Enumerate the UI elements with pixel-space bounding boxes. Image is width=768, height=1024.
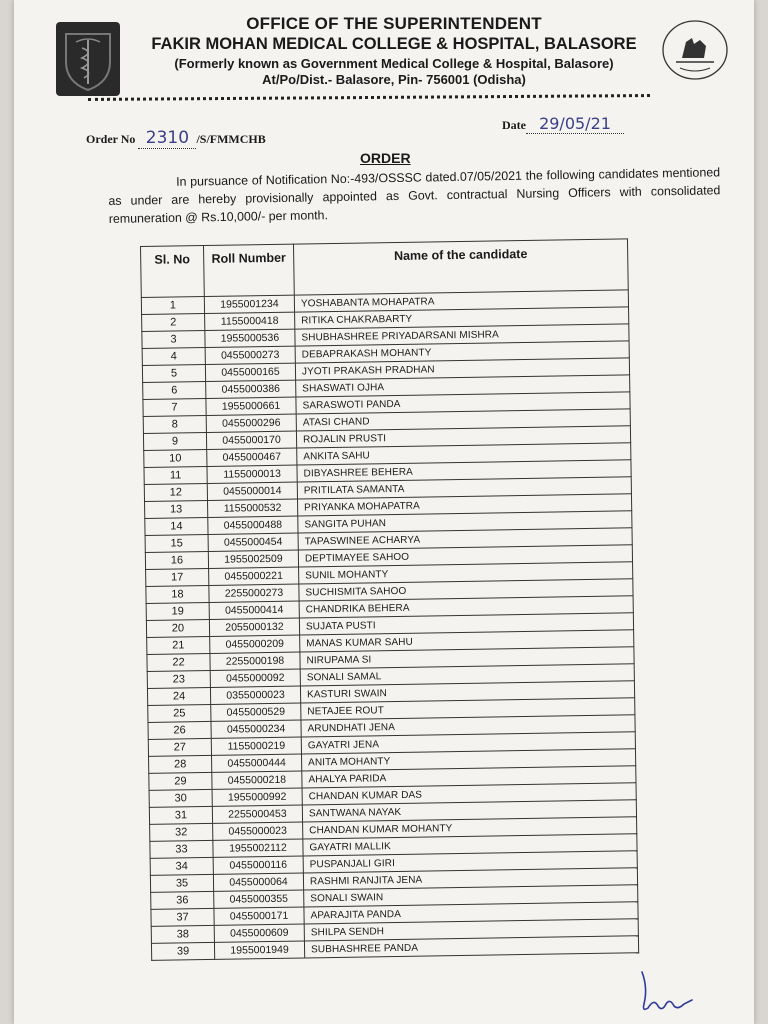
roll-number-cell: 2255000453 [212,805,302,823]
serial-number-cell: 3 [142,330,205,348]
candidate-name-cell: ATASI CHAND [296,409,630,431]
candidate-name-cell: SUNIL MOHANTY [299,562,633,584]
candidate-name-cell: ARUNDHATI JENA [301,715,635,737]
candidate-name-cell: PUSPANJALI GIRI [303,851,637,873]
candidate-name-cell: MANAS KUMAR SAHU [300,630,634,652]
candidate-name-cell: CHANDRIKA BEHERA [299,596,633,618]
office-title: OFFICE OF THE SUPERINTENDENT [246,14,542,33]
roll-number-cell: 0455000467 [207,448,297,466]
order-no-suffix: /S/FMMCHB [196,132,266,146]
candidate-name-cell: ROJALIN PRUSTI [296,426,630,448]
candidate-name-cell: PRIYANKA MOHAPATRA [297,494,631,516]
serial-number-cell: 2 [142,313,205,331]
serial-number-cell: 28 [149,755,212,773]
serial-number-cell: 20 [146,619,209,637]
roll-number-cell: 0455000218 [212,771,302,789]
candidate-name-cell: APARAJITA PANDA [304,902,638,924]
roll-number-cell: 1955001234 [204,295,294,313]
order-no-value: 2310 [138,128,196,149]
roll-number-cell: 0455000273 [205,346,295,364]
roll-number-cell: 0355000023 [210,686,300,704]
roll-number-cell: 1955000992 [212,788,302,806]
candidate-name-cell: JYOTI PRAKASH PRADHAN [295,358,629,380]
serial-number-cell: 19 [146,602,209,620]
serial-number-cell: 26 [148,721,211,739]
table-header-row [141,239,629,298]
odisha-state-emblem-icon [660,18,730,82]
candidate-name-cell: SUCHISMITA SAHOO [299,579,633,601]
candidate-name-cell: SHILPA SENDH [304,919,638,941]
roll-number-cell: 0455000444 [212,754,302,772]
serial-number-cell: 21 [147,636,210,654]
candidate-name-cell: ANKITA SAHU [297,443,631,465]
serial-number-cell: 11 [144,466,207,484]
roll-number-cell: 1955000661 [206,397,296,415]
candidate-name-cell: YOSHABANTA MOHAPATRA [294,290,628,312]
roll-number-cell: 0455000529 [211,703,301,721]
candidate-name-cell: SONALI SWAIN [304,885,638,907]
serial-number-cell: 27 [148,738,211,756]
candidate-name-cell: NIRUPAMA SI [300,647,634,669]
roll-number-cell: 1155000418 [205,312,295,330]
serial-number-cell: 35 [150,874,213,892]
roll-number-cell: 1155000532 [208,499,298,517]
date-label: Date [502,118,526,132]
order-no-label: Order No [86,132,136,146]
order-number [86,128,266,149]
roll-number-cell: 0455000355 [214,890,304,908]
candidate-name-cell: GAYATRI MALLIK [303,834,637,856]
candidate-name-cell: SANTWANA NAYAK [302,800,636,822]
candidate-name-cell: GAYATRI JENA [301,732,635,754]
serial-number-cell: 12 [144,483,207,501]
serial-number-cell: 5 [142,364,205,382]
candidate-name-cell: CHANDAN KUMAR MOHANTY [303,817,637,839]
serial-number-cell: 29 [149,772,212,790]
candidate-name-cell: RITIKA CHAKRABARTY [295,307,629,329]
roll-number-cell: 1955002509 [208,550,298,568]
document-page [14,0,754,1024]
roll-number-cell: 1155000013 [207,465,297,483]
candidate-name-cell: SARASWOTI PANDA [296,392,630,414]
candidate-name-cell: AHALYA PARIDA [302,766,636,788]
address: At/Po/Dist.- Balasore, Pin- 756001 (Odisha) [262,72,526,87]
serial-number-cell: 16 [145,551,208,569]
roll-number-cell: 0455000221 [209,567,299,585]
serial-number-cell: 31 [149,806,212,824]
candidate-name-cell: SHUBHASHREE PRIYADARSANI MISHRA [295,324,629,346]
serial-number-cell: 30 [149,789,212,807]
serial-number-cell: 8 [143,415,206,433]
serial-number-cell: 32 [150,823,213,841]
order-body [108,163,721,228]
candidate-name-cell: SONALI SAMAL [300,664,634,686]
roll-number-cell: 0455000171 [214,907,304,925]
roll-number-cell: 0455000386 [206,380,296,398]
roll-number-cell: 0455000170 [206,431,296,449]
roll-number-cell: 0455000014 [207,482,297,500]
serial-number-cell: 4 [142,347,205,365]
candidate-name-cell: ANITA MOHANTY [301,749,635,771]
serial-number-cell: 23 [147,670,210,688]
serial-number-cell: 10 [144,449,207,467]
serial-number-cell: 39 [151,942,214,960]
serial-number-cell: 25 [148,704,211,722]
candidate-name-cell: DIBYASHREE BEHERA [297,460,631,482]
letterhead [134,14,654,87]
date-value: 29/05/21 [526,114,624,134]
header-sl-no: Sl. No [141,246,205,298]
roll-number-cell: 2255000273 [209,584,299,602]
roll-number-cell: 0455000165 [205,363,295,381]
serial-number-cell: 34 [150,857,213,875]
roll-number-cell: 0455000064 [213,873,303,891]
candidate-name-cell: SHASWATI OJHA [296,375,630,397]
candidates-table [140,238,639,961]
roll-number-cell: 0455000609 [214,924,304,942]
roll-number-cell: 0455000092 [210,669,300,687]
roll-number-cell: 0455000414 [209,601,299,619]
order-body-text: In pursuance of Notification No:-493/OSSSC dated.07/05/2021 the following candidates mentioned as under are hereby provisionally appointed as Govt. contractual Nursing Officers with consolidated remuneration @ Rs.10,000/- per month. [108,165,721,226]
serial-number-cell: 14 [145,517,208,535]
candidate-name-cell: PRITILATA SAMANTA [297,477,631,499]
roll-number-cell: 1955000536 [205,329,295,347]
candidate-name-cell: SANGITA PUHAN [298,511,632,533]
candidate-name-cell: SUBHASHREE PANDA [304,936,638,958]
serial-number-cell: 22 [147,653,210,671]
candidate-name-cell: NETAJEE ROUT [301,698,635,720]
roll-number-cell: 0455000454 [208,533,298,551]
serial-number-cell: 15 [145,534,208,552]
handwritten-signature-icon [634,968,704,1018]
candidate-name-cell: RASHMI RANJITA JENA [303,868,637,890]
roll-number-cell: 0455000209 [210,635,300,653]
serial-number-cell: 37 [151,908,214,926]
order-heading: ORDER [360,150,411,166]
candidate-name-cell: KASTURI SWAIN [300,681,634,703]
roll-number-cell: 0455000116 [213,856,303,874]
candidate-name-cell: DEPTIMAYEE SAHOO [298,545,632,567]
roll-number-cell: 0455000023 [213,822,303,840]
dotted-divider [88,94,650,101]
roll-number-cell: 1955001949 [214,941,304,959]
candidate-name-cell: DEBAPRAKASH MOHANTY [295,341,629,363]
medical-college-logo-icon [56,22,120,96]
roll-number-cell: 0455000296 [206,414,296,432]
serial-number-cell: 24 [147,687,210,705]
serial-number-cell: 13 [145,500,208,518]
roll-number-cell: 1955002112 [213,839,303,857]
roll-number-cell: 1155000219 [211,737,301,755]
institution-name: FAKIR MOHAN MEDICAL COLLEGE & HOSPITAL, BALASORE [151,35,637,53]
serial-number-cell: 17 [146,568,209,586]
roll-number-cell: 2255000198 [210,652,300,670]
serial-number-cell: 33 [150,840,213,858]
serial-number-cell: 9 [143,432,206,450]
candidates-table-wrapper [140,238,639,961]
table-body [141,290,638,961]
candidate-name-cell: SUJATA PUSTI [299,613,633,635]
header-roll-number: Roll Number [204,244,295,296]
roll-number-cell: 0455000234 [211,720,301,738]
serial-number-cell: 18 [146,585,209,603]
serial-number-cell: 1 [141,296,204,314]
serial-number-cell: 6 [143,381,206,399]
order-date [502,114,624,134]
roll-number-cell: 0455000488 [208,516,298,534]
former-name: (Formerly known as Government Medical College & Hospital, Balasore) [174,56,614,71]
serial-number-cell: 38 [151,925,214,943]
serial-number-cell: 7 [143,398,206,416]
candidate-name-cell: TAPASWINEE ACHARYA [298,528,632,550]
candidate-name-cell: CHANDAN KUMAR DAS [302,783,636,805]
serial-number-cell: 36 [151,891,214,909]
header-candidate-name: Name of the candidate [293,239,628,295]
roll-number-cell: 2055000132 [209,618,299,636]
